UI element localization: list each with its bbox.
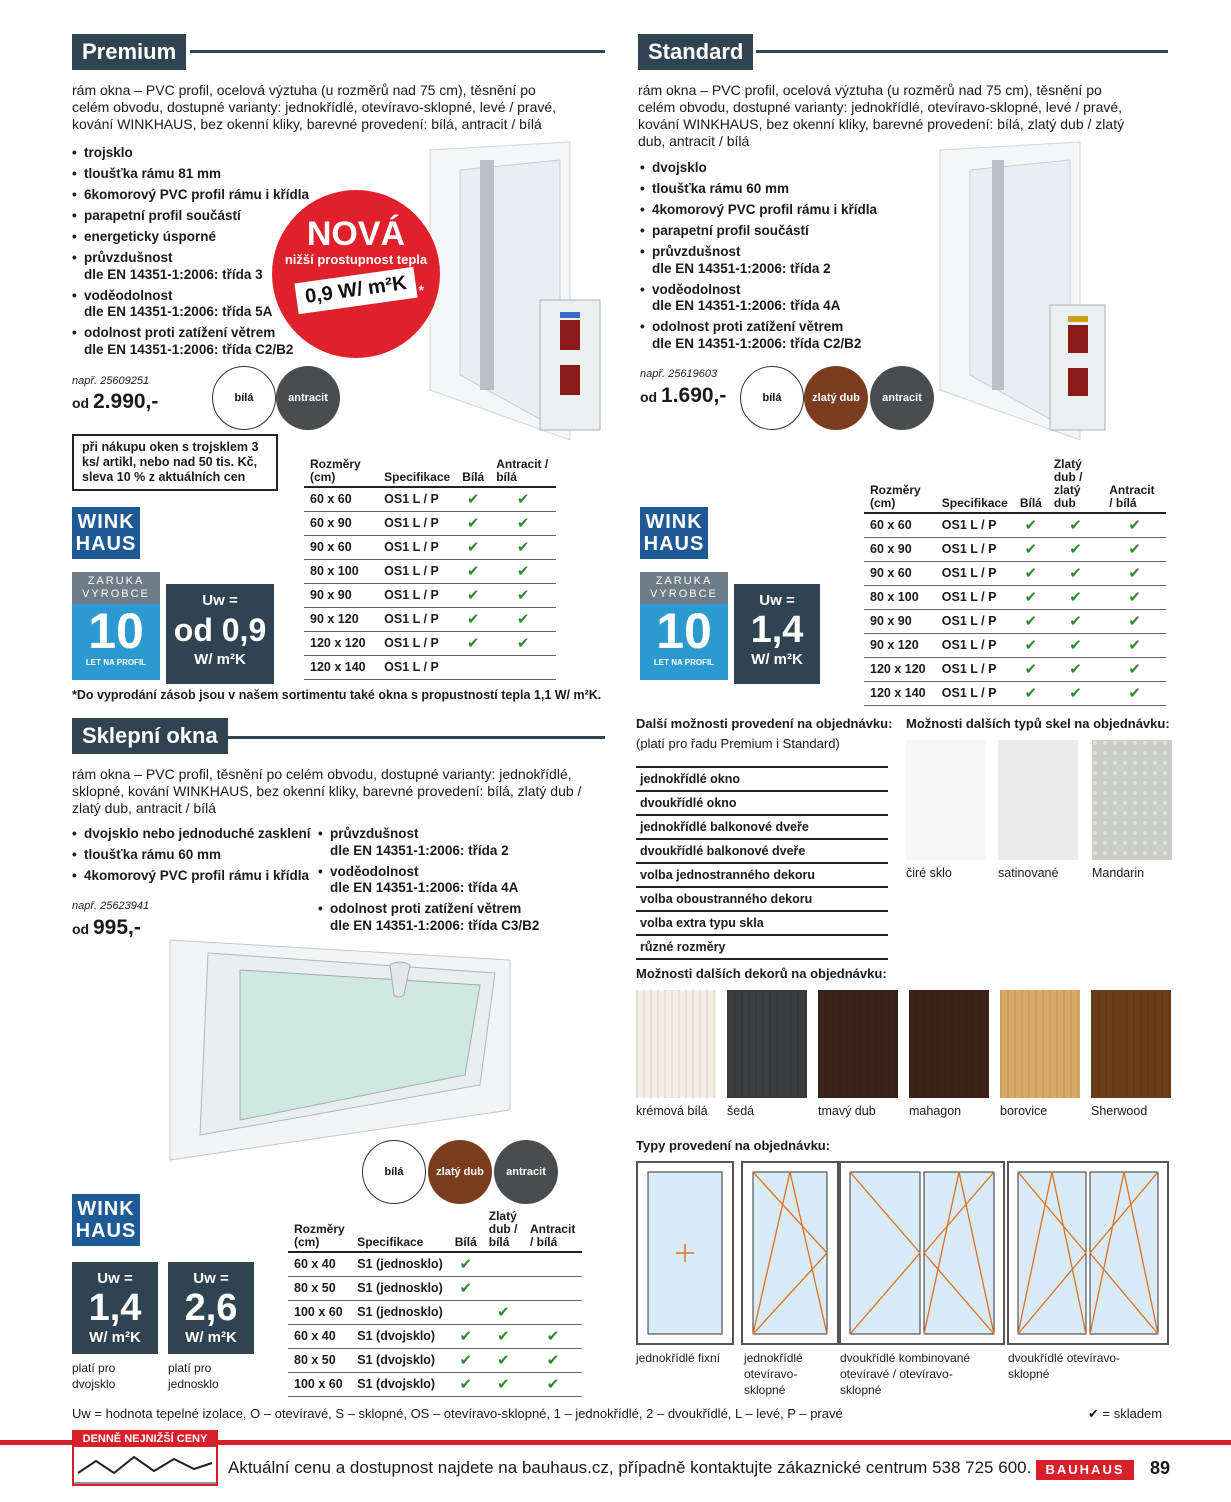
table-row <box>864 513 1166 537</box>
table-cell: OS1 L / P <box>936 513 1014 537</box>
stock-check: ✔ <box>456 631 490 655</box>
stock-check: ✔ <box>490 511 556 535</box>
stock-check: ✔ <box>1103 537 1166 561</box>
standard-price: od 1.690,- <box>640 384 727 407</box>
table-row <box>864 633 1166 657</box>
table-row <box>304 607 556 631</box>
stock-check <box>524 1300 582 1324</box>
color-anthracite: antracit <box>276 366 340 430</box>
table-row <box>864 537 1166 561</box>
stock-check: ✔ <box>524 1372 582 1396</box>
standard-bullet: • voděodolnost dle EN 14351-1:2006: třída 4A <box>640 282 880 315</box>
glass-label: Mandarin <box>1092 866 1145 880</box>
type-fixed <box>637 1162 733 1344</box>
stock-check <box>449 1300 483 1324</box>
promo-box: při nákupu oken s trojsklem 3 ks/ artikl, nebo nad 50 tis. Kč, sleva 10 % z aktuálních cen <box>72 434 278 491</box>
winkhaus-logo: WINK HAUS <box>72 507 140 559</box>
table-row <box>288 1252 582 1276</box>
cellar-uw-single: Uw = 2,6 W/ m²K <box>168 1262 254 1354</box>
table-cell: OS1 L / P <box>936 681 1014 705</box>
type-double-tilt-turn <box>1008 1162 1168 1344</box>
cellar-bullets-right <box>318 826 598 939</box>
standard-uw-box: Uw = 1,4 W/ m²K <box>734 584 820 684</box>
stock-check: ✔ <box>483 1372 524 1396</box>
table-cell: 60 x 40 <box>288 1324 351 1348</box>
standard-window-image <box>930 140 1120 440</box>
stock-check: ✔ <box>456 535 490 559</box>
stock-check: ✔ <box>1048 537 1103 561</box>
option-item: dvoukřídlé okno <box>636 792 888 816</box>
type-label: jednokřídlé otevíravo-sklopné <box>744 1351 803 1397</box>
stock-check: ✔ <box>1103 513 1166 537</box>
table-cell: 60 x 60 <box>864 513 936 537</box>
standard-table <box>864 456 1166 706</box>
warranty-badge: ZARUKA VYROBCE 10 LET NA PROFIL <box>72 572 160 680</box>
page-number: 89 <box>1150 1458 1171 1478</box>
color-white: bílá <box>740 366 804 430</box>
decor-swatch <box>727 990 807 1098</box>
premium-desc: rám okna – PVC profil, ocelová výztuha (u rozměrů nad 75 cm), těsnění po celém obvodu, dostupné varianty: jednokřídlé, otevíravo-sklopné, levé / pravé, kování WINKHAUS, bez okenní kliky, barevné provedení: bílá, antracit / bílá <box>72 82 557 132</box>
table-cell: OS1 L / P <box>378 487 456 511</box>
cellar-sku: např. 25623941 <box>72 900 150 912</box>
stock-check: ✔ <box>456 583 490 607</box>
premium-title: Premium <box>72 34 186 70</box>
stock-check: ✔ <box>490 583 556 607</box>
stock-check: ✔ <box>1048 561 1103 585</box>
color-golden-oak: zlatý dub <box>804 366 868 430</box>
table-cell: OS1 L / P <box>378 607 456 631</box>
stock-check: ✔ <box>449 1372 483 1396</box>
table-row <box>288 1372 582 1396</box>
table-cell: 60 x 90 <box>864 537 936 561</box>
premium-bullet: • 6komorový PVC profil rámu i křídla <box>72 187 312 204</box>
decor-label: Sherwood <box>1091 1104 1148 1118</box>
glass-swatch-mandarin <box>1092 740 1172 860</box>
stock-check: ✔ <box>1014 633 1048 657</box>
col-header: Rozměry (cm) <box>864 456 936 513</box>
nova-star: * <box>418 282 424 298</box>
color-anthracite: antracit <box>870 366 934 430</box>
cellar-bullet: • dvojsklo nebo jednoduché zasklení <box>72 826 312 843</box>
table-cell: OS1 L / P <box>936 585 1014 609</box>
option-item: různé rozměry <box>636 936 888 960</box>
nova-title: NOVÁ <box>306 215 406 253</box>
stock-check: ✔ <box>456 559 490 583</box>
cellar-bullet: • tloušťka rámu 60 mm <box>72 847 312 864</box>
stock-check <box>524 1252 582 1276</box>
stock-check: ✔ <box>483 1300 524 1324</box>
table-row <box>288 1324 582 1348</box>
standard-sku: např. 25619603 <box>640 368 718 380</box>
stock-check: ✔ <box>1103 585 1166 609</box>
table-row <box>304 511 556 535</box>
cellar-price: od 995,- <box>72 916 141 939</box>
daily-price-badge <box>72 1430 218 1486</box>
stock-check: ✔ <box>483 1324 524 1348</box>
stock-check <box>483 1276 524 1300</box>
color-golden-oak: zlatý dub <box>428 1140 492 1204</box>
premium-bullet: • odolnost proti zatížení větrem dle EN 14351-1:2006: třída C2/B2 <box>72 325 312 358</box>
table-cell: 120 x 140 <box>304 655 378 679</box>
stock-check: ✔ <box>1014 585 1048 609</box>
table-cell: 90 x 120 <box>304 607 378 631</box>
stock-check: ✔ <box>1103 561 1166 585</box>
winkhaus-logo: WINK HAUS <box>640 507 708 559</box>
cellar-window-image <box>160 935 530 1165</box>
col-header: Bílá <box>449 1208 483 1252</box>
cellar-rule <box>228 736 605 739</box>
stock-check: ✔ <box>1014 513 1048 537</box>
premium-bullet: • tloušťka rámu 81 mm <box>72 166 312 183</box>
cellar-table <box>288 1208 582 1397</box>
premium-uw-box: Uw = od 0,9 W/ m²K <box>166 584 274 684</box>
stock-check: ✔ <box>1103 633 1166 657</box>
premium-table <box>304 456 556 680</box>
premium-price: od 2.990,- <box>72 390 159 413</box>
table-row <box>304 487 556 511</box>
table-row <box>304 631 556 655</box>
options-subtitle: (platí pro řadu Premium i Standard) <box>636 736 840 751</box>
table-cell: OS1 L / P <box>378 583 456 607</box>
decor-label: mahagon <box>909 1104 962 1118</box>
stock-check: ✔ <box>1103 657 1166 681</box>
color-white: bílá <box>362 1140 426 1204</box>
standard-bullet: • parapetní profil součástí <box>640 223 880 240</box>
stock-check: ✔ <box>1048 609 1103 633</box>
type-label: jednokřídlé fixní <box>636 1351 721 1365</box>
glass-label: satinované <box>998 866 1059 880</box>
table-cell: 90 x 90 <box>864 609 936 633</box>
table-cell: 60 x 60 <box>304 487 378 511</box>
premium-note: *Do vyprodání zásob jsou v našem sortimentu také okna s propustností tepla 1,1 W/ m²K. <box>72 688 602 702</box>
legend-check: ✔ = skladem <box>1088 1406 1163 1421</box>
glass-label: čiré sklo <box>906 866 952 880</box>
cellar-uw-double-note: platí pro dvojsklo <box>72 1361 116 1391</box>
table-cell: 90 x 120 <box>864 633 936 657</box>
col-header: Antracit / bílá <box>524 1208 582 1252</box>
glass-swatch-satin <box>998 740 1078 860</box>
options-title: Další možnosti provedení na objednávku: <box>636 716 893 731</box>
types-title: Typy provedení na objednávku: <box>636 1138 831 1153</box>
legend: Uw = hodnota tepelné izolace, O – otevíravé, S – sklopné, OS – otevíravo-sklopné, 1 – jednokřídlé, 2 – dvoukřídlé, L – levé, P – pravé <box>72 1406 843 1421</box>
stock-check: ✔ <box>1014 657 1048 681</box>
nova-sub: nižší prostupnost tepla <box>284 252 428 267</box>
table-cell: OS1 L / P <box>936 561 1014 585</box>
stock-check: ✔ <box>490 631 556 655</box>
stock-check: ✔ <box>1014 609 1048 633</box>
table-cell: 120 x 140 <box>864 681 936 705</box>
stock-check <box>483 1252 524 1276</box>
col-header: Rozměry (cm) <box>304 456 378 487</box>
standard-desc: rám okna – PVC profil, ocelová výztuha (u rozměrů nad 75 cm), těsnění po celém obvodu, dostupné varianty: jednokřídlé, otevíravo-sklopné, levé / pravé, kování WINKHAUS, bez okenní kliky, barevné provedení: bílá, zlatý dub / zlatý dub, antracit / bílá <box>638 82 1125 149</box>
stock-check: ✔ <box>490 535 556 559</box>
glass-swatch-clear <box>906 740 986 860</box>
table-row <box>304 655 556 679</box>
decor-swatch <box>1000 990 1080 1098</box>
stock-check: ✔ <box>490 607 556 631</box>
options-list <box>636 766 888 960</box>
col-header: Specifikace <box>351 1208 448 1252</box>
winkhaus-logo: WINK HAUS <box>72 1194 140 1246</box>
table-cell: 60 x 90 <box>304 511 378 535</box>
cellar-desc: rám okna – PVC profil, těsnění po celém obvodu, dostupné varianty: jednokřídlé, sklopné, kování WINKHAUS, bez okenní kliky, barevné provedení: bílá, zlatý dub / zlatý dub, antracit / bílá <box>72 766 582 816</box>
table-cell: 100 x 60 <box>288 1372 351 1396</box>
table-cell: 100 x 60 <box>288 1300 351 1324</box>
warranty-badge: ZARUKA VYROBCE 10 LET NA PROFIL <box>640 572 728 680</box>
table-cell: 90 x 60 <box>304 535 378 559</box>
decor-label: šedá <box>727 1104 755 1118</box>
cellar-bullet: • 4komorový PVC profil rámu i křídla <box>72 868 312 885</box>
option-item: volba extra typu skla <box>636 912 888 936</box>
table-cell: 80 x 50 <box>288 1276 351 1300</box>
standard-bullet: • průvzdušnost dle EN 14351-1:2006: třída 2 <box>640 244 880 277</box>
table-cell: S1 (dvojsklo) <box>351 1324 448 1348</box>
decor-swatch <box>909 990 989 1098</box>
table-row <box>304 583 556 607</box>
col-header: Bílá <box>1014 456 1048 513</box>
stock-check: ✔ <box>456 511 490 535</box>
table-row <box>864 609 1166 633</box>
decor-label: tmavý dub <box>818 1104 876 1118</box>
decor-swatch <box>1091 990 1171 1098</box>
premium-rule <box>190 50 605 53</box>
col-header: Specifikace <box>936 456 1014 513</box>
table-cell: 90 x 90 <box>304 583 378 607</box>
table-cell: 60 x 40 <box>288 1252 351 1276</box>
table-row <box>304 559 556 583</box>
premium-bullet: • trojsklo <box>72 145 312 162</box>
cellar-bullet: • voděodolnost dle EN 14351-1:2006: třída 4A <box>318 864 598 897</box>
stock-check: ✔ <box>449 1252 483 1276</box>
table-cell: 80 x 100 <box>304 559 378 583</box>
table-cell: S1 (jednosklo) <box>351 1252 448 1276</box>
table-cell: 80 x 100 <box>864 585 936 609</box>
table-cell: S1 (jednosklo) <box>351 1300 448 1324</box>
stock-check: ✔ <box>1103 609 1166 633</box>
standard-bullets <box>640 160 880 357</box>
table-row <box>288 1276 582 1300</box>
table-cell: OS1 L / P <box>378 535 456 559</box>
stock-check: ✔ <box>1103 681 1166 705</box>
premium-bullet: • průvzdušnost dle EN 14351-1:2006: třída 3 <box>72 250 312 283</box>
stock-check <box>456 655 490 679</box>
col-header: Bílá <box>456 456 490 487</box>
table-cell: S1 (dvojsklo) <box>351 1348 448 1372</box>
table-row <box>288 1348 582 1372</box>
option-item: jednokřídlé okno <box>636 768 888 792</box>
col-header: Rozměry (cm) <box>288 1208 351 1252</box>
table-cell: 80 x 50 <box>288 1348 351 1372</box>
col-header: Specifikace <box>378 456 456 487</box>
option-item: volba jednostranného dekoru <box>636 864 888 888</box>
stock-check: ✔ <box>449 1324 483 1348</box>
stock-check: ✔ <box>449 1276 483 1300</box>
cellar-uw-single-note: platí pro jednosklo <box>168 1361 219 1391</box>
stock-check: ✔ <box>456 487 490 511</box>
standard-bullet: • odolnost proti zatížení větrem dle EN 14351-1:2006: třída C2/B2 <box>640 319 880 352</box>
standard-bullet: • tloušťka rámu 60 mm <box>640 181 880 198</box>
standard-rule <box>756 50 1168 53</box>
table-row <box>864 681 1166 705</box>
standard-bullet: • 4komorový PVC profil rámu i křídla <box>640 202 880 219</box>
decor-label: krémová bílá <box>636 1104 708 1118</box>
decors-title: Možnosti dalších dekorů na objednávku: <box>636 966 887 981</box>
stock-check: ✔ <box>1048 513 1103 537</box>
standard-bullet: • dvojsklo <box>640 160 880 177</box>
table-row <box>864 561 1166 585</box>
table-row <box>864 585 1166 609</box>
bauhaus-logo: BAUHAUS <box>1036 1460 1134 1480</box>
nova-value: 0,9 W/ m²K <box>294 267 417 314</box>
cellar-bullets <box>72 826 312 889</box>
daily-price-label: DENNĚ NEJNIŽŠÍ CENY <box>74 1432 216 1447</box>
premium-window-image <box>420 140 610 440</box>
decor-swatch <box>818 990 898 1098</box>
decor-label: borovice <box>1000 1104 1048 1118</box>
table-cell: OS1 L / P <box>378 631 456 655</box>
window-types <box>636 1160 1170 1346</box>
col-header: Antracit / bílá <box>1103 456 1166 513</box>
standard-title: Standard <box>638 34 753 70</box>
stock-check: ✔ <box>524 1348 582 1372</box>
table-cell: OS1 L / P <box>378 559 456 583</box>
decor-swatch <box>636 990 716 1098</box>
col-header: Zlatý dub / zlatý dub <box>1048 456 1103 513</box>
type-label: dvoukřídlé otevíravo-sklopné <box>1008 1351 1121 1381</box>
premium-bullet: • energeticky úsporné <box>72 229 312 246</box>
color-anthracite: antracit <box>494 1140 558 1204</box>
table-cell: OS1 L / P <box>936 633 1014 657</box>
type-tilt-turn <box>742 1162 838 1344</box>
table-cell: OS1 L / P <box>936 609 1014 633</box>
stock-check: ✔ <box>483 1348 524 1372</box>
table-cell: 120 x 120 <box>864 657 936 681</box>
stock-check: ✔ <box>1048 681 1103 705</box>
footer-text: Aktuální cenu a dostupnost najdete na bauhaus.cz, případně kontaktujte zákaznické centrum 538 725 600. <box>228 1458 1032 1477</box>
stock-check: ✔ <box>1014 681 1048 705</box>
stock-check: ✔ <box>524 1324 582 1348</box>
stock-check: ✔ <box>449 1348 483 1372</box>
table-row <box>288 1300 582 1324</box>
nova-badge <box>272 190 440 358</box>
table-cell: OS1 L / P <box>936 537 1014 561</box>
cellar-bullet: • odolnost proti zatížení větrem dle EN 14351-1:2006: třída C3/B2 <box>318 901 598 934</box>
type-label: dvoukřídlé kombinované otevíravé / otevíravo-sklopné <box>840 1351 971 1397</box>
premium-bullet: • voděodolnost dle EN 14351-1:2006: třída 5A <box>72 288 312 321</box>
stock-check: ✔ <box>1014 537 1048 561</box>
stock-check: ✔ <box>1048 657 1103 681</box>
table-row <box>864 657 1166 681</box>
stock-check <box>490 655 556 679</box>
table-cell: 90 x 60 <box>864 561 936 585</box>
stock-check: ✔ <box>490 559 556 583</box>
stock-check: ✔ <box>490 487 556 511</box>
cellar-uw-double: Uw = 1,4 W/ m²K <box>72 1262 158 1354</box>
stock-check: ✔ <box>456 607 490 631</box>
table-row <box>304 535 556 559</box>
option-item: dvoukřídlé balkonové dveře <box>636 840 888 864</box>
table-cell: S1 (dvojsklo) <box>351 1372 448 1396</box>
stock-check <box>524 1276 582 1300</box>
option-item: volba oboustranného dekoru <box>636 888 888 912</box>
premium-sku: např. 25609251 <box>72 375 150 387</box>
table-cell: 120 x 120 <box>304 631 378 655</box>
cellar-title: Sklepní okna <box>72 718 228 754</box>
table-cell: OS1 L / P <box>378 511 456 535</box>
premium-bullet: • parapetní profil součástí <box>72 208 312 225</box>
glass-title: Možnosti dalších typů skel na objednávku: <box>906 716 1170 731</box>
col-header: Zlatý dub / bílá <box>483 1208 524 1252</box>
table-cell: OS1 L / P <box>936 657 1014 681</box>
cellar-bullet: • průvzdušnost dle EN 14351-1:2006: třída 2 <box>318 826 598 859</box>
type-double-combined <box>840 1162 1004 1344</box>
stock-check: ✔ <box>1048 633 1103 657</box>
table-cell: S1 (jednosklo) <box>351 1276 448 1300</box>
stock-check: ✔ <box>1048 585 1103 609</box>
color-white: bílá <box>212 366 276 430</box>
stock-check: ✔ <box>1014 561 1048 585</box>
col-header: Antracit / bílá <box>490 456 556 487</box>
table-cell: OS1 L / P <box>378 655 456 679</box>
option-item: jednokřídlé balkonové dveře <box>636 816 888 840</box>
daily-price-graph-icon <box>74 1447 216 1485</box>
